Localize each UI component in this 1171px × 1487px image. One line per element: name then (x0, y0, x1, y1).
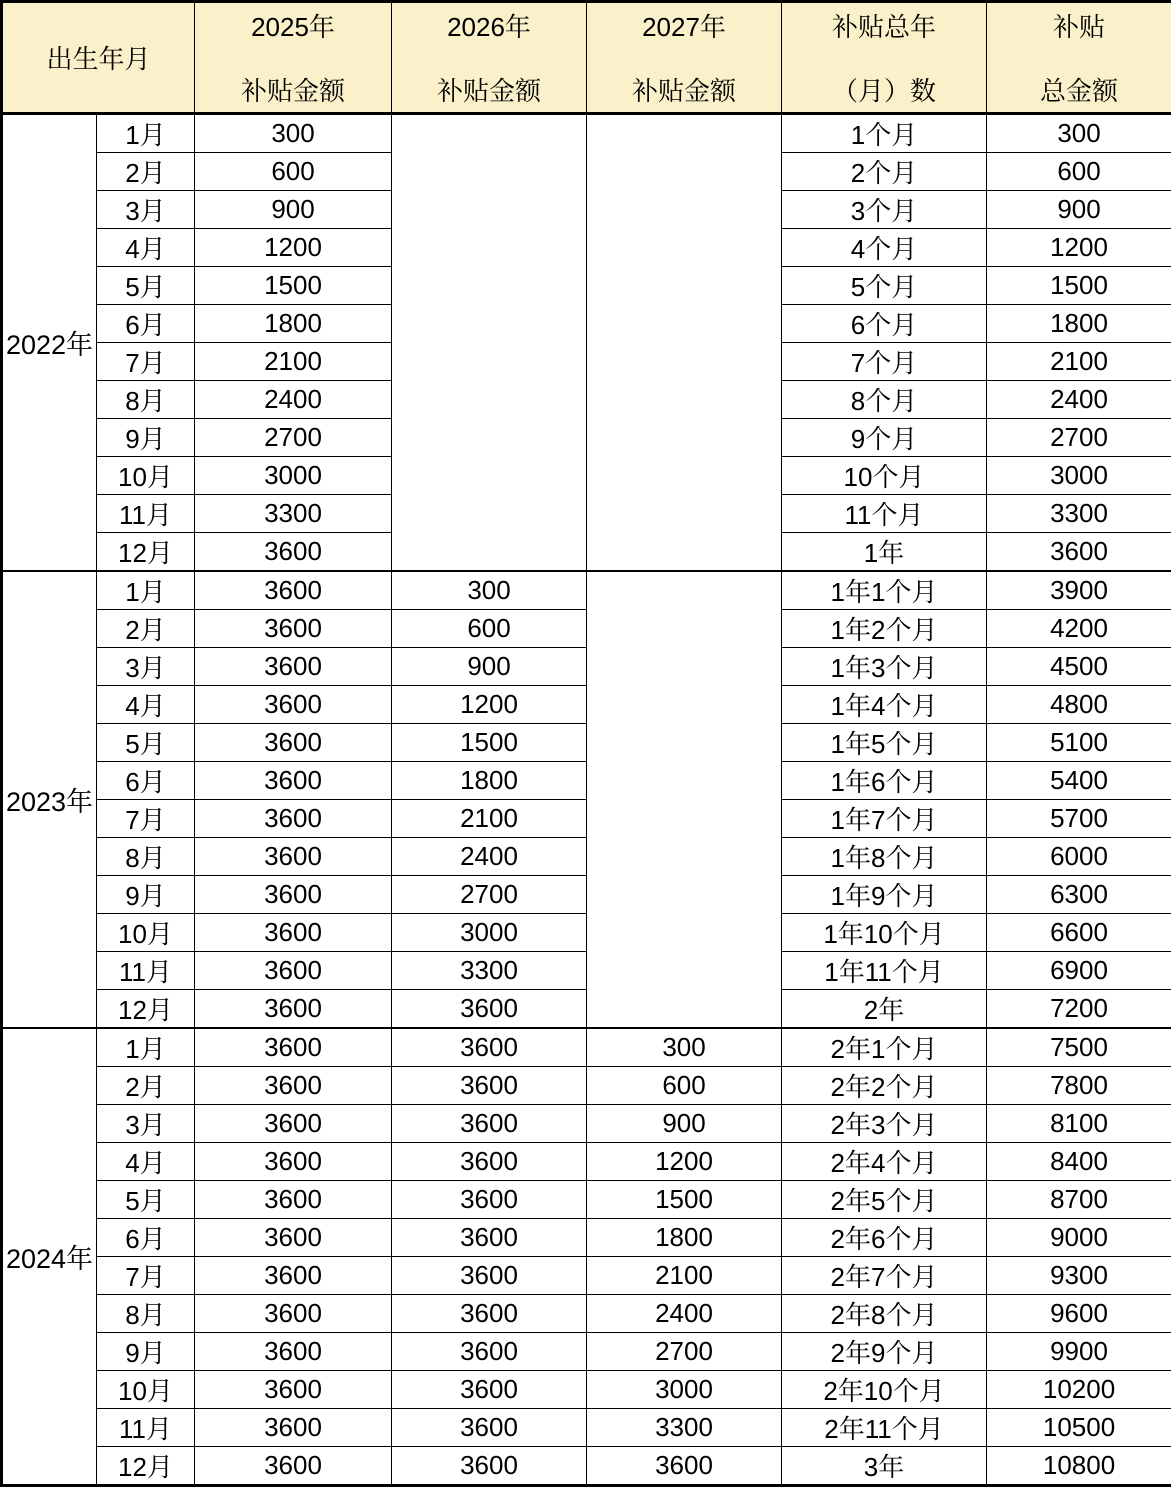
amount-2027-cell: 1500 (587, 1181, 782, 1219)
birth-month-cell: 9月 (97, 1333, 195, 1371)
amount-2026-cell: 2100 (392, 800, 587, 838)
total-amount-cell: 300 (987, 114, 1171, 153)
amount-2025-cell: 3600 (195, 952, 392, 990)
birth-month-cell: 11月 (97, 1409, 195, 1447)
birth-month-cell: 3月 (97, 648, 195, 686)
birth-month-cell: 11月 (97, 952, 195, 990)
total-period-cell: 2年5个月 (782, 1181, 987, 1219)
total-period-cell: 1年5个月 (782, 724, 987, 762)
table-row (2, 1219, 1171, 1257)
birth-month-cell: 12月 (97, 990, 195, 1029)
amount-2026-cell: 3600 (392, 1105, 587, 1143)
total-period-cell: 2个月 (782, 153, 987, 191)
header-row (2, 2, 1171, 114)
amount-2025-cell: 3600 (195, 1028, 392, 1067)
birth-month-cell: 5月 (97, 267, 195, 305)
table-row (2, 800, 1171, 838)
amount-2027-cell: 3300 (587, 1409, 782, 1447)
birth-month-cell: 3月 (97, 191, 195, 229)
total-period-cell: 2年2个月 (782, 1067, 987, 1105)
birth-month-cell: 12月 (97, 533, 195, 572)
amount-2026-cell: 3600 (392, 1067, 587, 1105)
total-amount-cell: 6000 (987, 838, 1171, 876)
amount-2025-cell: 3600 (195, 762, 392, 800)
amount-2025-cell: 3600 (195, 1333, 392, 1371)
amount-2027-cell: 600 (587, 1067, 782, 1105)
birth-month-cell: 4月 (97, 686, 195, 724)
total-period-cell: 6个月 (782, 305, 987, 343)
table-row (2, 1257, 1171, 1295)
birth-month-cell: 9月 (97, 419, 195, 457)
table-body (2, 114, 1171, 1486)
amount-2027-cell: 1800 (587, 1219, 782, 1257)
table-row (2, 1143, 1171, 1181)
birth-month-cell: 1月 (97, 114, 195, 153)
total-period-cell: 2年9个月 (782, 1333, 987, 1371)
table-row (2, 838, 1171, 876)
total-amount-cell: 7200 (987, 990, 1171, 1029)
total-amount-cell: 1500 (987, 267, 1171, 305)
birth-month-cell: 7月 (97, 800, 195, 838)
birth-year-cell: 2022年 (2, 114, 97, 572)
total-amount-cell: 9000 (987, 1219, 1171, 1257)
total-period-cell: 1年4个月 (782, 686, 987, 724)
total-amount-cell: 10800 (987, 1447, 1171, 1486)
birth-month-cell: 11月 (97, 495, 195, 533)
total-period-cell: 1年 (782, 533, 987, 572)
amount-2025-cell: 3600 (195, 686, 392, 724)
birth-month-cell: 6月 (97, 1219, 195, 1257)
amount-2025-cell: 3600 (195, 724, 392, 762)
table-row (2, 724, 1171, 762)
total-period-cell: 4个月 (782, 229, 987, 267)
birth-month-cell: 9月 (97, 876, 195, 914)
total-amount-cell: 3900 (987, 571, 1171, 610)
total-period-cell: 2年6个月 (782, 1219, 987, 1257)
total-amount-cell: 2400 (987, 381, 1171, 419)
total-period-cell: 1个月 (782, 114, 987, 153)
birth-month-cell: 7月 (97, 1257, 195, 1295)
table-row (2, 952, 1171, 990)
amount-2025-cell: 1500 (195, 267, 392, 305)
total-amount-cell: 9600 (987, 1295, 1171, 1333)
amount-2025-cell: 1800 (195, 305, 392, 343)
total-amount-cell: 3300 (987, 495, 1171, 533)
table-row (2, 1333, 1171, 1371)
amount-2026-cell: 2400 (392, 838, 587, 876)
header-total-amount-line2: 总金额 (1040, 71, 1118, 108)
total-period-cell: 2年8个月 (782, 1295, 987, 1333)
table-row (2, 1105, 1171, 1143)
birth-month-cell: 10月 (97, 457, 195, 495)
birth-month-cell: 6月 (97, 762, 195, 800)
total-period-cell: 2年 (782, 990, 987, 1029)
total-amount-cell: 8400 (987, 1143, 1171, 1181)
header-2025-amount (195, 2, 392, 114)
total-period-cell: 2年7个月 (782, 1257, 987, 1295)
table-row (2, 914, 1171, 952)
total-amount-cell: 600 (987, 153, 1171, 191)
total-amount-cell: 6900 (987, 952, 1171, 990)
amount-2027-cell: 1200 (587, 1143, 782, 1181)
amount-2026-cell: 1800 (392, 762, 587, 800)
total-amount-cell: 8700 (987, 1181, 1171, 1219)
table-row (2, 571, 1171, 610)
amount-2026-cell: 3600 (392, 990, 587, 1029)
amount-2025-cell: 1200 (195, 229, 392, 267)
birth-month-cell: 4月 (97, 1143, 195, 1181)
total-amount-cell: 2100 (987, 343, 1171, 381)
header-2026-line2: 补贴金额 (437, 71, 541, 108)
birth-year-cell: 2024年 (2, 1028, 97, 1486)
amount-2025-cell: 2400 (195, 381, 392, 419)
birth-month-cell: 5月 (97, 724, 195, 762)
amount-2025-cell: 3600 (195, 838, 392, 876)
amount-2025-cell: 3600 (195, 914, 392, 952)
total-amount-cell: 5100 (987, 724, 1171, 762)
header-total-amount-line1: 补贴 (1053, 7, 1105, 44)
header-2027-line2: 补贴金额 (632, 71, 736, 108)
amount-2025-cell: 2700 (195, 419, 392, 457)
birth-month-cell: 8月 (97, 838, 195, 876)
total-period-cell: 1年8个月 (782, 838, 987, 876)
amount-2026-cell: 3600 (392, 1371, 587, 1409)
amount-2025-cell: 3600 (195, 1295, 392, 1333)
amount-2027-merged-empty-cell (587, 114, 782, 572)
header-2026-amount (392, 2, 587, 114)
amount-2025-cell: 3000 (195, 457, 392, 495)
amount-2026-cell: 3300 (392, 952, 587, 990)
total-amount-cell: 4200 (987, 610, 1171, 648)
birth-year-cell: 2023年 (2, 571, 97, 1028)
table-row (2, 610, 1171, 648)
birth-month-cell: 2月 (97, 1067, 195, 1105)
table-row (2, 686, 1171, 724)
amount-2027-cell: 2400 (587, 1295, 782, 1333)
amount-2026-cell: 300 (392, 571, 587, 610)
total-period-cell: 1年9个月 (782, 876, 987, 914)
birth-month-cell: 2月 (97, 153, 195, 191)
header-2025-line2: 补贴金额 (241, 71, 345, 108)
amount-2025-cell: 3600 (195, 990, 392, 1029)
amount-2026-cell: 3600 (392, 1333, 587, 1371)
amount-2025-cell: 3600 (195, 1257, 392, 1295)
birth-month-cell: 10月 (97, 914, 195, 952)
total-period-cell: 2年10个月 (782, 1371, 987, 1409)
amount-2025-cell: 3600 (195, 571, 392, 610)
amount-2026-cell: 3600 (392, 1143, 587, 1181)
amount-2025-cell: 3600 (195, 1067, 392, 1105)
total-period-cell: 9个月 (782, 419, 987, 457)
total-period-cell: 10个月 (782, 457, 987, 495)
header-total-period-line2: （月）数 (832, 71, 936, 108)
birth-month-cell: 10月 (97, 1371, 195, 1409)
birth-month-cell: 3月 (97, 1105, 195, 1143)
total-amount-cell: 10500 (987, 1409, 1171, 1447)
total-period-cell: 1年6个月 (782, 762, 987, 800)
table-row (2, 1067, 1171, 1105)
amount-2025-cell: 900 (195, 191, 392, 229)
total-amount-cell: 5700 (987, 800, 1171, 838)
total-period-cell: 3年 (782, 1447, 987, 1486)
amount-2025-cell: 3600 (195, 876, 392, 914)
total-period-cell: 3个月 (782, 191, 987, 229)
amount-2026-cell: 3000 (392, 914, 587, 952)
total-period-cell: 5个月 (782, 267, 987, 305)
amount-2026-cell: 3600 (392, 1028, 587, 1067)
birth-month-cell: 6月 (97, 305, 195, 343)
birth-month-cell: 12月 (97, 1447, 195, 1486)
amount-2025-cell: 3600 (195, 1105, 392, 1143)
table-row (2, 1181, 1171, 1219)
header-birth-date (2, 2, 195, 114)
amount-2025-cell: 3600 (195, 648, 392, 686)
table-row (2, 876, 1171, 914)
birth-month-cell: 8月 (97, 1295, 195, 1333)
birth-month-cell: 1月 (97, 1028, 195, 1067)
total-amount-cell: 3000 (987, 457, 1171, 495)
header-total-period (782, 2, 987, 114)
total-period-cell: 2年1个月 (782, 1028, 987, 1067)
amount-2027-cell: 2700 (587, 1333, 782, 1371)
total-period-cell: 8个月 (782, 381, 987, 419)
total-period-cell: 2年4个月 (782, 1143, 987, 1181)
amount-2025-cell: 3600 (195, 1143, 392, 1181)
amount-2025-cell: 3600 (195, 1181, 392, 1219)
amount-2026-cell: 3600 (392, 1181, 587, 1219)
header-total-period-line1: 补贴总年 (832, 7, 936, 44)
amount-2027-cell: 3000 (587, 1371, 782, 1409)
table-row (2, 1295, 1171, 1333)
total-amount-cell: 1200 (987, 229, 1171, 267)
header-2026-line1: 2026年 (447, 7, 531, 44)
amount-2026-cell: 3600 (392, 1295, 587, 1333)
total-amount-cell: 1800 (987, 305, 1171, 343)
table-row (2, 1371, 1171, 1409)
amount-2026-merged-empty-cell (392, 114, 587, 572)
amount-2026-cell: 1500 (392, 724, 587, 762)
total-amount-cell: 2700 (987, 419, 1171, 457)
total-amount-cell: 8100 (987, 1105, 1171, 1143)
total-amount-cell: 4500 (987, 648, 1171, 686)
total-period-cell: 1年2个月 (782, 610, 987, 648)
amount-2026-cell: 2700 (392, 876, 587, 914)
header-total-amount (987, 2, 1171, 114)
amount-2025-cell: 3600 (195, 1371, 392, 1409)
table-row (2, 1409, 1171, 1447)
amount-2025-cell: 300 (195, 114, 392, 153)
amount-2026-cell: 900 (392, 648, 587, 686)
total-period-cell: 1年3个月 (782, 648, 987, 686)
amount-2027-cell: 2100 (587, 1257, 782, 1295)
table-row (2, 1447, 1171, 1486)
total-amount-cell: 6600 (987, 914, 1171, 952)
total-amount-cell: 3600 (987, 533, 1171, 572)
amount-2026-cell: 600 (392, 610, 587, 648)
birth-month-cell: 4月 (97, 229, 195, 267)
amount-2025-cell: 3600 (195, 1409, 392, 1447)
table-row (2, 114, 1171, 153)
birth-month-cell: 7月 (97, 343, 195, 381)
total-period-cell: 7个月 (782, 343, 987, 381)
table-row (2, 648, 1171, 686)
table-row (2, 762, 1171, 800)
amount-2026-cell: 3600 (392, 1257, 587, 1295)
amount-2025-cell: 3600 (195, 1447, 392, 1486)
table-row (2, 990, 1171, 1029)
total-amount-cell: 6300 (987, 876, 1171, 914)
total-amount-cell: 9900 (987, 1333, 1171, 1371)
amount-2025-cell: 3600 (195, 533, 392, 572)
total-period-cell: 2年3个月 (782, 1105, 987, 1143)
amount-2027-cell: 3600 (587, 1447, 782, 1486)
amount-2025-cell: 600 (195, 153, 392, 191)
total-amount-cell: 7500 (987, 1028, 1171, 1067)
total-amount-cell: 10200 (987, 1371, 1171, 1409)
table-header (2, 2, 1171, 114)
amount-2026-cell: 1200 (392, 686, 587, 724)
amount-2025-cell: 3600 (195, 1219, 392, 1257)
amount-2025-cell: 3300 (195, 495, 392, 533)
header-2025-line1: 2025年 (251, 7, 335, 44)
total-amount-cell: 5400 (987, 762, 1171, 800)
total-amount-cell: 4800 (987, 686, 1171, 724)
amount-2027-cell: 900 (587, 1105, 782, 1143)
total-period-cell: 11个月 (782, 495, 987, 533)
total-period-cell: 2年11个月 (782, 1409, 987, 1447)
total-period-cell: 1年7个月 (782, 800, 987, 838)
birth-month-cell: 8月 (97, 381, 195, 419)
header-2027-line1: 2027年 (642, 7, 726, 44)
amount-2026-cell: 3600 (392, 1219, 587, 1257)
header-birth-date-label: 出生年月 (3, 39, 194, 76)
amount-2026-cell: 3600 (392, 1447, 587, 1486)
amount-2025-cell: 3600 (195, 800, 392, 838)
total-amount-cell: 7800 (987, 1067, 1171, 1105)
header-2027-amount (587, 2, 782, 114)
table-row (2, 1028, 1171, 1067)
total-period-cell: 1年10个月 (782, 914, 987, 952)
total-period-cell: 1年11个月 (782, 952, 987, 990)
total-amount-cell: 9300 (987, 1257, 1171, 1295)
amount-2025-cell: 3600 (195, 610, 392, 648)
amount-2025-cell: 2100 (195, 343, 392, 381)
total-period-cell: 1年1个月 (782, 571, 987, 610)
birth-month-cell: 1月 (97, 571, 195, 610)
amount-2027-merged-empty-cell (587, 571, 782, 1028)
birth-month-cell: 5月 (97, 1181, 195, 1219)
amount-2026-cell: 3600 (392, 1409, 587, 1447)
birth-month-cell: 2月 (97, 610, 195, 648)
total-amount-cell: 900 (987, 191, 1171, 229)
amount-2027-cell: 300 (587, 1028, 782, 1067)
